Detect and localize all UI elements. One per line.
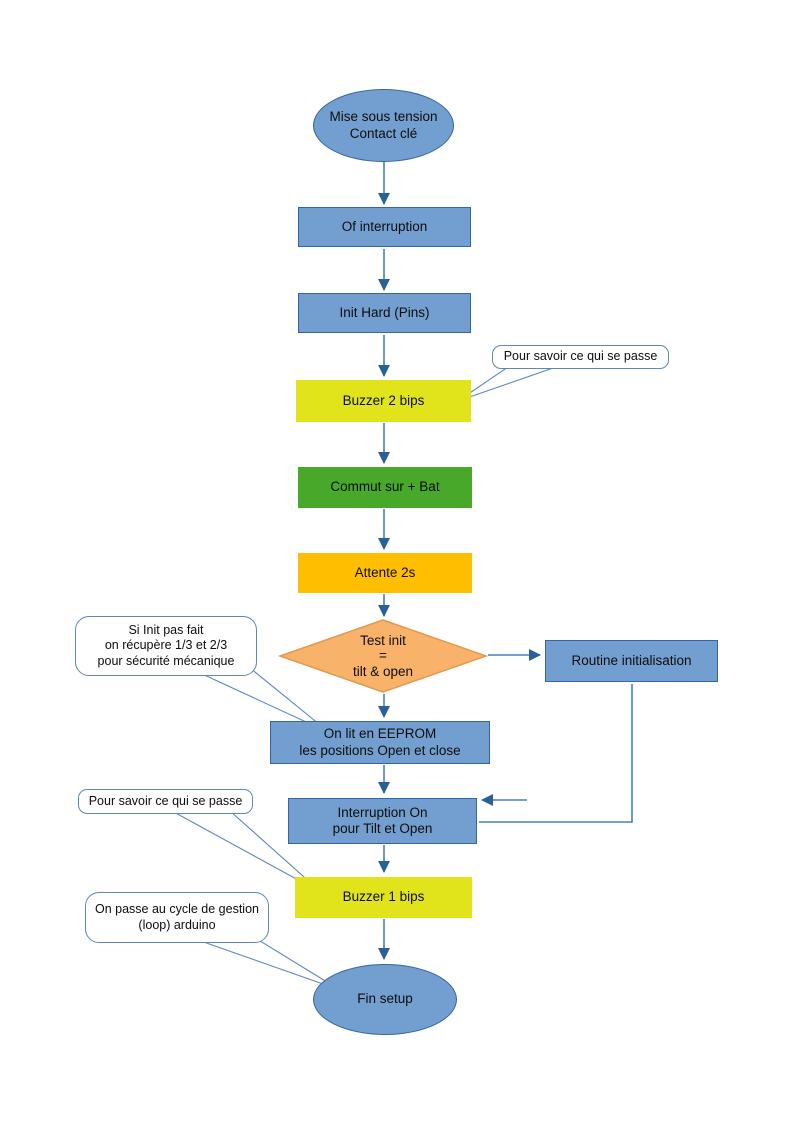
callout-si-init-pas-fait [75, 616, 257, 676]
process-routine-initialisation [545, 640, 718, 682]
terminator-start-label-line2: Contact clé [349, 125, 418, 141]
terminator-fin-setup-label: Fin setup [357, 991, 413, 1007]
connector-routine-to-interruption-on [479, 684, 632, 822]
decision-test-init [303, 621, 463, 691]
process-routine-initialisation-label: Routine initialisation [571, 652, 692, 668]
process-interruption-on [288, 798, 477, 844]
terminator-fin-setup [313, 964, 457, 1035]
callout-pour-savoir-top [492, 345, 669, 369]
terminator-start [313, 89, 454, 162]
process-buzzer-1-bips-label: Buzzer 1 bips [342, 889, 425, 905]
callout-on-passe-line1: On passe au cycle de gestion [95, 901, 259, 916]
callout1-tail [458, 367, 556, 401]
decision-test-init-line3: tilt & open [352, 663, 414, 679]
callout-si-init-line1: Si Init pas fait [128, 622, 204, 637]
process-commut-sur-bat-label: Commut sur + Bat [330, 479, 440, 495]
process-attente-2s [298, 553, 472, 593]
callout-pour-savoir-bottom [78, 789, 253, 814]
callout-pour-savoir-top-label: Pour savoir ce qui se passe [503, 349, 658, 364]
callout-on-passe-line2: (loop) arduino [138, 917, 216, 932]
terminator-start-label-line1: Mise sous tension [329, 109, 438, 125]
process-interruption-on-line1: Interruption On [337, 804, 428, 820]
process-buzzer-2-bips-label: Buzzer 2 bips [342, 392, 425, 408]
process-of-interruption [298, 207, 471, 247]
process-interruption-on-line2: pour Tilt et Open [332, 821, 433, 836]
process-of-interruption-label: Of interruption [341, 218, 428, 234]
callout-on-passe-au-cycle [85, 892, 269, 943]
process-init-hard-label: Init Hard (Pins) [339, 304, 430, 320]
process-buzzer-1-bips [295, 877, 472, 918]
process-commut-sur-bat [298, 467, 472, 508]
decision-test-init-line1: Test init [360, 632, 406, 648]
callout-si-init-line2: on récupère 1/3 et 2/3 [104, 638, 228, 653]
callout-pour-savoir-bottom-label: Pour savoir ce qui se passe [88, 793, 243, 808]
process-buzzer-2-bips [296, 380, 471, 422]
decision-test-init-line2: = [379, 648, 387, 664]
callout-si-init-line3: pour sécurité mécanique [97, 653, 235, 668]
process-read-eeprom-line2: les positions Open et close [299, 742, 461, 758]
process-read-eeprom [270, 721, 490, 764]
process-init-hard [298, 293, 471, 333]
process-read-eeprom-line1: On lit en EEPROM [323, 726, 437, 742]
process-attente-2s-label: Attente 2s [354, 564, 416, 580]
